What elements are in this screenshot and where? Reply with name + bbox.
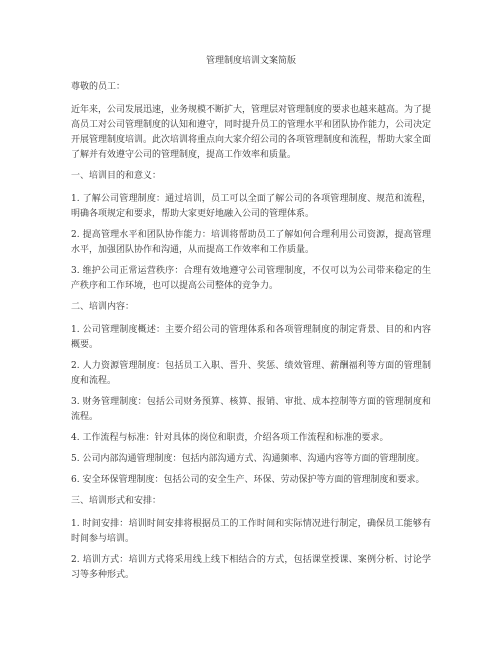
section-heading-purpose: 一、培训目的和意义： (71, 171, 162, 181)
list-item: 1. 了解公司管理制度：通过培训，员工可以全面了解公司的各项管理制度、规范和流程，明确各项规定和要求，帮助大家更好地融入公司的管理体系。 (71, 194, 431, 219)
section-heading-content: 二、培训内容： (71, 302, 135, 312)
list-item: 2. 人力资源管理制度：包括员工入职、晋升、奖惩、绩效管理、薪酬福利等方面的管理制度和流程。 (71, 361, 431, 386)
list-item: 3. 维护公司正常运营秩序：合理有效地遵守公司管理制度，不仅可以为公司带来稳定的生产秩序和工作环境，也可以提高公司整体的竞争力。 (71, 266, 431, 291)
list-item: 6. 安全环保管理制度：包括公司的安全生产、环保、劳动保护等方面的管理制度和要求。 (71, 475, 425, 485)
list-item: 2. 提高管理水平和团队协作能力：培训将帮助员工了解如何合理利用公司资源，提高管理水平，加强团队协作和沟通，从而提高工作效率和工作质量。 (71, 230, 431, 255)
list-item: 2. 培训方式：培训方式将采用线上线下相结合的方式，包括课堂授课、案例分析、讨论学习等多种形式。 (71, 555, 431, 580)
list-item: 4. 工作流程与标准：针对具体的岗位和职责，介绍各项工作流程和标准的要求。 (71, 433, 389, 443)
salutation: 尊敬的员工： (71, 82, 126, 92)
section-heading-arrangement: 三、培训形式和安排： (71, 496, 162, 506)
list-item: 1. 公司管理制度概述：主要介绍公司的管理体系和各项管理制度的制定背景、目的和内容概要。 (71, 325, 431, 350)
list-item: 3. 财务管理制度：包括公司财务预算、核算、报销、审批、成本控制等方面的管理制度和流程。 (71, 397, 431, 422)
list-item: 5. 公司内部沟通管理制度：包括内部沟通方式、沟通频率、沟通内容等方面的管理制度。 (71, 454, 425, 464)
list-item: 1. 时间安排：培训时间安排将根据员工的工作时间和实际情况进行制定，确保员工能够有时间参与培训。 (71, 519, 431, 544)
document-title: 管理制度培训文案简版 (205, 56, 296, 66)
intro-paragraph: 近年来，公司发展迅速，业务规模不断扩大，管理层对管理制度的要求也越来越高。为了提高员工对公司管理制度的认知和遵守，同时提升员工的管理水平和团队协作能力，公司决定开展管理制度培训。此次培训将重点向大家介绍公司的各项管理制度和流程，帮助大家全面了解并有效遵守公司的管理制度，提高工作效率和质量。 (71, 105, 432, 160)
